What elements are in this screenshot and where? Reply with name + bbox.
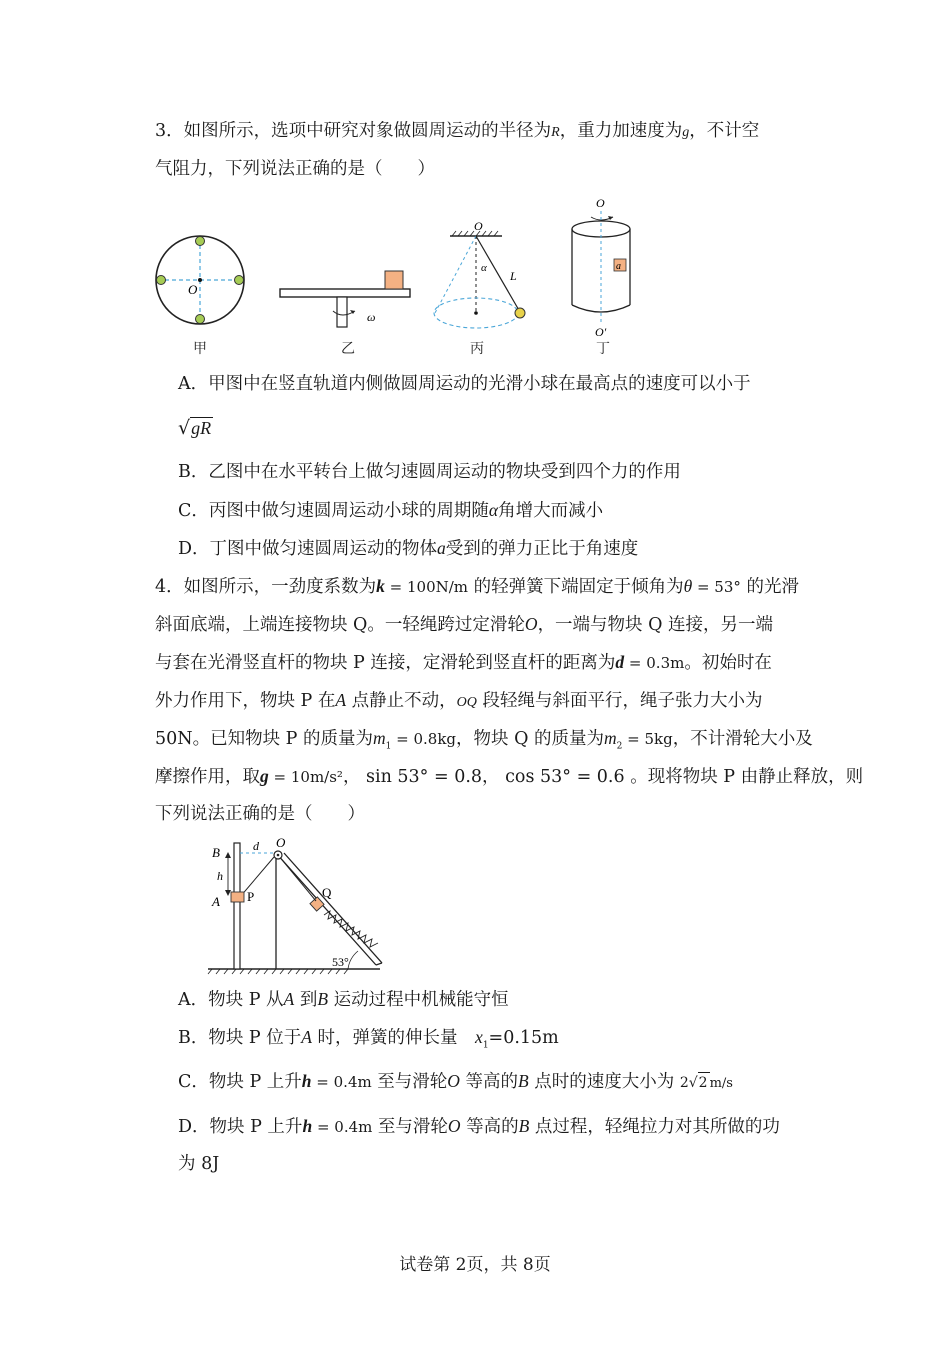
q4-stem-line3: 与套在光滑竖直杆的物块 P 连接，定滑轮到竖直杆的距离为d = 0.3m。初始时在 [155,652,772,673]
q4-label-q: Q [322,885,332,900]
q4-stem-line5: 50N。已知物块 P 的质量为$m_1 = 0.8kg$，物块 Q 的质量为$m_2 = 5kg$，不计滑轮大小及 [155,728,813,752]
q4-label-p: P [247,889,255,904]
q4-label-h: h [217,869,223,883]
bing-label-o: O [474,219,483,233]
q4-stem-line4: 外力作用下，物块 P 在A 点静止不动，OQ 段轻绳与斜面平行，绳子张力大小为 [155,690,763,711]
q3-figure-yi [275,265,415,335]
q4-stem-line7: 下列说法正确的是（ ） [155,804,365,824]
page-footer: 试卷第 2页，共 8页 [399,1255,551,1275]
q4-stem-line2: 斜面底端，上端连接物块 Q。一轻绳跨过定滑轮O，一端与物块 Q 连接，另一端 [155,614,774,635]
q4-option-c: C．物块 P 上升h = 0.4m 至与滑轮O 等高的B 点时的速度大小为 2√2 m/s [178,1071,733,1092]
caption-bing: 丙 [470,341,484,357]
ding-label-o2: O′ [595,325,607,338]
q4-option-a: A．物块 P 从A 到B 运动过程中机械能守恒 [178,989,509,1010]
bing-label-l: L [510,269,517,283]
q3-option-d: D．丁图中做匀速圆周运动的物体a受到的弹力正比于角速度 [178,538,639,559]
q3-option-a: A．甲图中在竖直轨道内侧做圆周运动的光滑小球在最高点的速度可以小于 [178,374,751,394]
q4-label-d: d [253,839,259,853]
q4-label-o: O [276,835,286,850]
q4-figure [200,835,390,980]
q4-label-a: A [212,894,220,909]
caption-yi: 乙 [341,341,355,357]
q4-option-b: B．物块 P 位于A 时，弹簧的伸长量 $x_1=0.15m$ [178,1027,559,1051]
ding-label-o: O [596,196,605,210]
jia-label-o: O [188,282,198,297]
bing-label-alpha: α [481,262,487,274]
q3-option-a-sqrt: √gR [178,417,212,439]
q3-figure-ding [565,193,640,338]
q3-stem-line2: 气阻力，下列说法正确的是（ ） [155,159,435,179]
yi-label-omega: ω [367,310,376,324]
q4-stem-line6: 摩擦作用，取g = 10m/s²， sin 53° = 0.8， cos 53° = 0.6 。现将物块 P 由静止释放，则 [155,766,864,787]
caption-jia: 甲 [193,341,207,357]
ding-label-a: a [616,261,621,272]
q4-option-d-line2: 为 8J [178,1154,220,1174]
q4-option-d: D．物块 P 上升h = 0.4m 至与滑轮O 等高的B 点过程，轻绳拉力对其所做的功 [178,1116,780,1137]
q3-figure-bing [430,218,530,336]
caption-ding: 丁 [596,341,610,357]
q3-option-b: B．乙图中在水平转台上做匀速圆周运动的物块受到四个力的作用 [178,462,681,482]
q4-label-b: B [212,845,220,860]
q3-figure-jia [150,230,250,335]
q3-stem-line1: 3．如图所示，选项中研究对象做圆周运动的半径为R，重力加速度为g，不计空 [155,121,760,141]
q4-label-angle: 53° [332,955,349,969]
q4-stem-line1: 4．如图所示，一劲度系数为k = 100N/m 的轻弹簧下端固定于倾角为θ = 53° 的光滑 [155,576,799,597]
q3-option-c: C．丙图中做匀速圆周运动小球的周期随α角增大而减小 [178,500,604,521]
